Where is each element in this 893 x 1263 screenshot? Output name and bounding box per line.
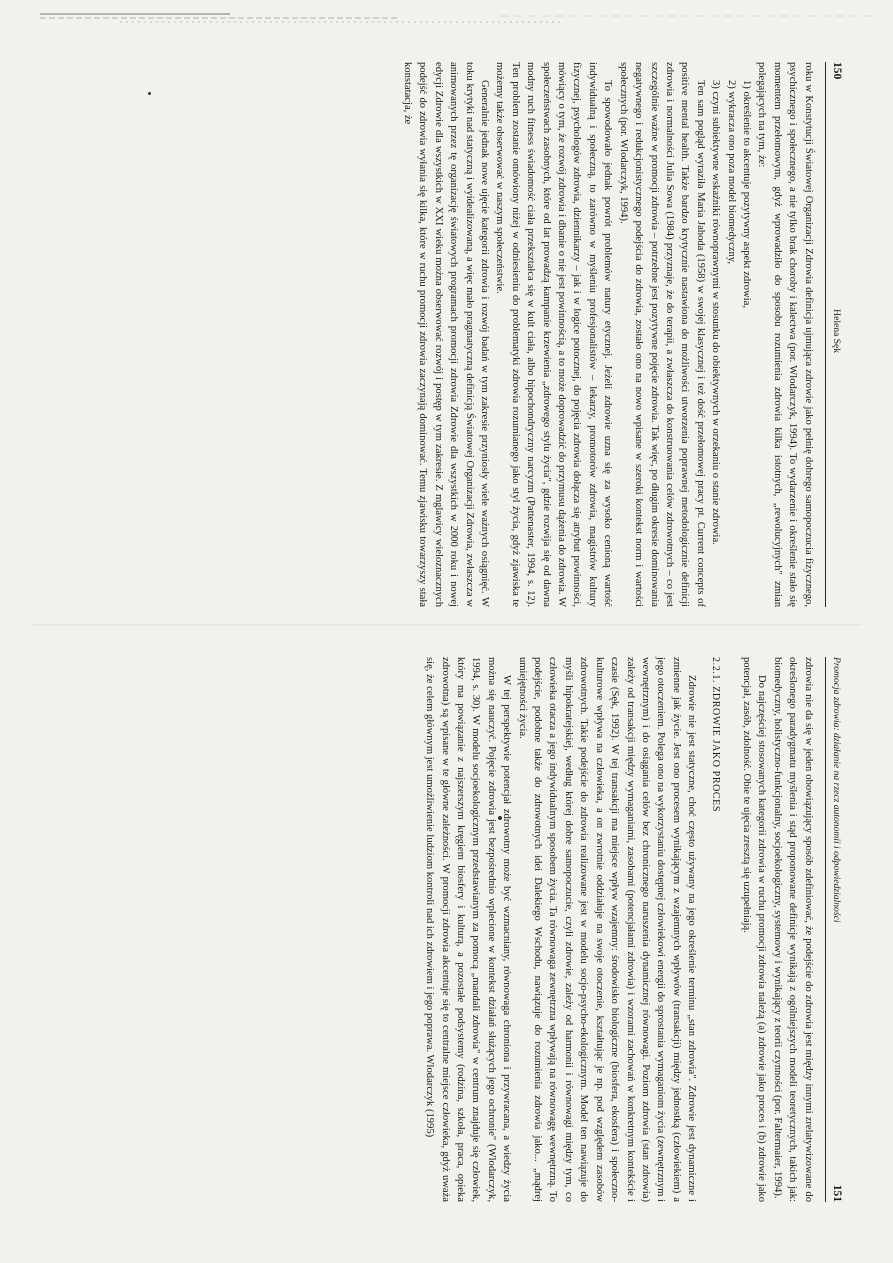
right-paragraph-1: zdrowia nie da się w jeden obowiązujący sposób zdefiniować, że podejście do zdrowia jest między innymi zrelatywizowane do określonego paradygmatu myślenia i stąd proponowane definicje wynikają z ogólniejszych modeli teoretycznych, takich jak: biomedyczny, holistyczno-funkcjonalny, socjoekologiczny, systemowy i wynikający z teorii czynności (por. Faltermaier, 1994).: [771, 656, 814, 1202]
list-item-3: 3) czyni subiektywne wskaźniki równoprawnymi w stosunku do obiektywnych w orzekaniu o stanie zdrowia.: [709, 79, 721, 545]
left-paragraph-3: To spowodowało jednak powrót problemów natury etycznej. Jeżeli zdrowie uzna się za wysoko cenioną wartość indywidualną i społeczną, to zarówno w myśleniu profesjonalistów – lekarzy, promotorów zdrowia, magistrów kultury fizycznej, psychologów zdrowia, dziennikarzy – jak i w logice potocznej, do pojęcia zdrowia dołącza się atrybut powinności, mówiący o tym, że rozwój zdrowia i dbanie o nie jest powinnością, a to może doprowadzić do przymusu dążenia do zdrowia. W społeczeństwach zasobnych, które od lat prowadzą kampanie krzewienia „zdrowego stylu życia", gdzie rozwija się od dawna modny ruch fitness świadomość ciała przekształca się w kult ciała, albo hipochondryczny narcyzm (Pattenaster, 1994, s. 12). Ten problem zostanie omówiony niżej w odniesieniu do problematyki zdrowia rozumianego jako styl życia, gdyż zjawiska te możemy także obserwować w naszym społeczeństwie.: [493, 61, 613, 607]
section-heading: 2.2.1. ZDROWIE JAKO PROCES: [709, 656, 721, 812]
scan-edge-marks: [0, 0, 893, 40]
right-running-head: [824, 657, 843, 1202]
left-paragraph-2: Ten sam pogląd wyraziła Maria Jahoda (1958) w swojej klasycznej i też dość przełomowej pracy pt. Current concepts of positive mental health. Także bardzo krytycznie nastawiona do możliwości utworzenia poprawnej metodologicznie definicji zdrowia i normalności Julia Sowa (1984) przyznaje, że do terapii, a zwłaszcza do konstruowania celów zdrowotnych – co jest szczególnie ważne w promocji zdrowia – potrzebne jest pozytywne pojęcie zdrowia. Tak więc, po długim okresie dominowania negatywnego i redukcjonistycznego podejścia do zdrowia, zostało ono na nowo wpisane w szeroki kontekst norm i wartości społecznych (por. Wlodarczyk, 1994).: [617, 61, 706, 607]
left-page-number: 150: [830, 61, 843, 79]
right-page: [54, 657, 844, 1202]
left-running-author: Helena Sęk: [830, 308, 842, 353]
right-running-title: Promocja zdrowia: działanie na rzecz autonomii i odpowiedzialności: [830, 656, 842, 923]
page-fold: [32, 624, 862, 626]
left-page: [54, 62, 844, 607]
right-paragraph-4: W tej perspektywie potencjał zdrowotny może być wzmacniany, równowaga chroniona i przywracana, a wiedzy życia można się nauczyć. Pojęcie zdrowia jest bezpośrednio wplecione w kontekst działań służących jego ochronie" (Wlodarczyk, 1994, s. 30). W modelu socjoekologicznym przedstawianym za pomocą „mandali zdrowia" w centrum znajduje się człowiek, który ma powiązanie z najszerszym kręgiem biosfery i kulturą, a pozostałe podsystemy (rodzina, szkoła, praca, opieka zdrowotna) są wpisane w te główne zależności. W promocji zdrowia akcentuje się to centralne miejsce człowieka, gdyż uważa się, że celem głównym jest umożliwienie ludziom kontroli nad ich zdrowiem i jego poprawa. Wlodarczyk (1995): [423, 656, 512, 1202]
left-paragraph-1: roku w Konstytucji Światowej Organizacji Zdrowia definicja ujmująca zdrowie jako pełnię dobrego samopoczucia fizycznego, psychicznego i społecznego, a nie tylko brak choroby i kalectwa (por. Wlodarczyk, 1994). To wydarzenie i określenie stało się momentem przełomowym, gdyż wprowadziło do sposobu rozumienia zdrowia kilka istotnych, „rewolucyjnych" zmian polegających na tym, że:: [755, 61, 814, 607]
left-paragraph-4: Generalnie jednak nowe ujęcie kategorii zdrowia i rozwój badań w tym zakresie przyniosły wiele ważnych osiągnięć. W toku krytyki nad statyczną i wyidealizowaną, a więc mało pragmatyczną definicją Światowej Organizacji Zdrowia, zwłaszcza w animowanych przez tę organizację światowych programach promocji zdrowia Zdrowie dla wszystkich w 2000 roku i nowej edycji Zdrowie dla wszystkich w XXI wieku można obserwować rozwój i postęp w tym zakresie. Z mglawicy wieloznacznych podejść do zdrowia wyłania się kilka, które w ruchu promocji zdrowia zaczynają dominować. Temu zjawisku towarzyszy stała konstatacja, że: [401, 61, 490, 607]
book-spread: [32, 42, 862, 1222]
right-paragraph-3: Zdrowie nie jest statyczne, choć często używany na jego określenie terminu „stan zdrowia". Zdrowie jest dynamiczne i zmienne jak życie. Jest ono procesem wynikającym z wzajemnych wpływów (transakcji) między jednostką (człowiekiem) a jego otoczeniem. Polega ono na wykorzystaniu dostępnej człowiekowi energii do sprostania wymaganiom życia (zewnętrznym i wewnętrznym) i do osiągania celów bez chronicznego naruszenia dynamicznej równowagi. Poziom zdrowia (stan zdrowia) zależy od transakcji między wymaganiami, zasobami (potencjałami zdrowia) i wzorami zachowań w konkretnym kontekście i czasie (Sęk, 1992). W tej transakcji ma miejsce wpływ wzajemny: środowisko biologiczne (biosfera, ekosfera) i społeczno-kulturowe wpływa na człowieka, a on zwrotnie oddziałuje na swoje otoczenie, kształtując je np. pod względem zasobów zdrowotnych. Takie podejście do zdrowia realizowane jest w modelu socjo-psycho-ekologicznym. Model ten nawiązuje do myśli hipokratejskiej, według której dobre samopoczucie, czyli zdrowie, zależy od harmonii i równowagi między tym, co człowieka otacza a jego indywidualnym sposobem życia. Ta równowaga zewnętrzna wpływają na równowagę wewnętrzną. To podejście, podobne także do zdrowotnych idei Dalekiego Wschodu, nawiązuje do rozumienia zdrowia jako... „mądrej umiejętności życia.: [516, 656, 697, 1202]
list-item-2: 2) wykracza ono poza model biomedyczny,: [725, 79, 737, 264]
list-item-1: 1) określenie to akcentuje pozytywny aspekt zdrowia,: [740, 79, 752, 308]
left-running-head: [824, 62, 843, 607]
right-page-number: 151: [830, 1184, 843, 1202]
right-paragraph-2: Do najczęściej stosowanych kategorii zdrowia w ruchu promocji zdrowia należą (a) zdrowie jako proces i (b) zdrowie jako potencjał, zasób, zdolność. Obie te ujęcia zresztą się uzupełniają.: [740, 656, 767, 1202]
